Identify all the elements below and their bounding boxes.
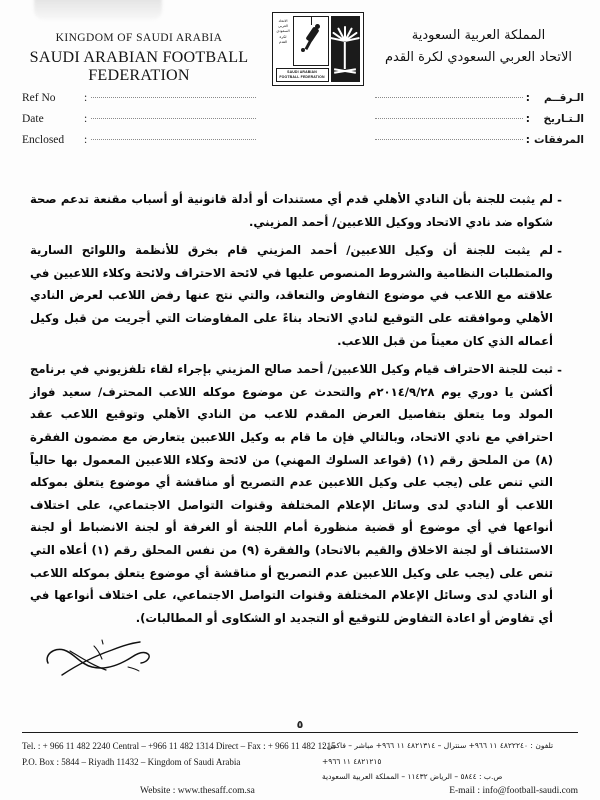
field-date-label: Date <box>22 113 44 125</box>
letterhead-header <box>0 0 600 88</box>
scan-smudge-artifact <box>34 0 162 20</box>
footer-web-row <box>22 786 578 796</box>
clause-text: لم يثبت للجنة أن وكيل اللاعبين/ أحمد المزيني قام بخرق للأنظمة واللوائح السارية والمتطلبات النظامية والشروط المنصوص عليها في لائحة الاحتراف ولائحة وكلاء اللاعبين في علاقته مع اللاعب في موضوع التفاوض والتعاقد، والتي نتج عنها رفض اللاعب لعرض النادي الأهلي وموافقته على التوقيع لنادي الاتحاد بناءً على المفاوضات التي أجريت من قبل وكيل أعماله الذي كان معيناً من قبل اللاعب. <box>30 243 553 348</box>
field-murfaqat-label: المرفقات <box>533 134 584 146</box>
header-arabic-organization: الاتحاد العربي السعودي لكرة القدم <box>384 50 573 65</box>
footer-address-line: P.O. Box : 5844 – Riyadh 11432 – Kingdom of Saudi Arabia <box>22 757 241 768</box>
clause-item <box>30 358 566 629</box>
logo-caption-line1: SAUDI ARABIAN <box>287 69 317 74</box>
clause-text: ثبت للجنة الاحتراف قيام وكيل اللاعبين/ أحمد صالح المزيني بإجراء لقاء تلفزيوني في برنامج أكشن يا دوري يوم ٢٠١٤/٩/٢٨م والتحدث عن موضوع موكله اللاعب المحترف/ سعيد فواز المولد وما يتعلق بتفاصيل العرض المقدم للاعب من النادي الأهلي وتوقيع اللاعب عقد احترافي مع نادي الاتحاد، وبالتالي فإن ما قام به وكيل اللاعبين يتعارض مع مضمون الفقرة (٨) من الملحق رقم (١) (قواعد السلوك المهني) من لائحة وكلاء اللاعبين المعمول بها حالياً التي تنص على (يجب على وكيل اللاعبين عدم التصريح أو مناقشة أي موضوع يتعلق بموكله اللاعب أو النادي لدى وسائل الإعلام المختلفة وقنوات التواصل الاجتماعي، على اختلاف أنواعها في أي موضوع أو قضية منظورة أمام اللجنة أو الغرفة أو لجنة الانضباط أو لجنة الاستئناف أو لجنة الاخلاق والقيم بالاتحاد) والفقرة (٩) من نفس المحلق رقم (١) أعلاه التي تنص على (يجب على وكيل اللاعبين عدم التصريح أو مناقشة أي موضوع يتعلق بموكله اللاعب أو النادي لدى وسائل الإعلام المختلفة وقنوات التواصل الاجتماعي، على اختلاف أنواعها في أي تفاوض أو اعادة التفاوض للتوقيع أو التجديد او الشكاوى أو المطالبات). <box>30 362 554 625</box>
field-raqam <box>369 92 584 113</box>
handwritten-signature <box>40 637 165 681</box>
field-ref-no-colon: : <box>84 92 88 104</box>
clause-bullet: - <box>557 193 562 207</box>
field-raqam-input[interactable] <box>375 97 523 98</box>
footer-email[interactable]: E-mail : info@football-saudi.com <box>449 786 578 796</box>
letterhead-footer <box>0 718 600 796</box>
field-enclosed-label: Enclosed <box>22 134 65 146</box>
footballer-icon <box>293 16 329 66</box>
logo-caption <box>276 68 329 83</box>
field-tarikh-colon: : <box>525 113 530 125</box>
field-enclosed <box>22 134 292 155</box>
footer-arabic-contact <box>322 738 578 785</box>
header-arabic-country: المملكة العربية السعودية <box>411 28 546 43</box>
field-tarikh <box>369 113 584 134</box>
field-enclosed-colon: : <box>84 134 88 146</box>
field-raqam-colon: : <box>525 92 530 104</box>
footer-divider <box>22 732 578 733</box>
footer-arabic-telephone-line: تلفون : ٤٨٢٢٢٤٠ ١١ ٩٦٦+ سنترال – ٤٨٢١٣١٤ ١١ ٩٦٦+ مباشر – فاكس : ٤٨٢١٢١٥ ١١ ٩٦٦+ <box>322 740 554 766</box>
field-murfaqat <box>369 134 584 155</box>
logo-caption-line2: FOOTBALL FEDERATION <box>279 74 325 79</box>
clause-bullet: - <box>557 244 562 259</box>
footer-english-contact <box>22 738 336 771</box>
header-english-organization: SAUDI ARABIAN FOOTBALL FEDERATION <box>29 49 249 84</box>
header-arabic-block <box>371 6 586 65</box>
field-ref-no <box>22 92 292 113</box>
footer-telephone-line: Tel. : + 966 11 482 2240 Central – +966 11 482 1314 Direct – Fax : + 966 11 482 1215 <box>22 740 336 751</box>
field-date-colon: : <box>84 113 88 125</box>
field-murfaqat-input[interactable] <box>375 139 523 140</box>
reference-fields-block <box>0 88 600 160</box>
footer-contact-row <box>22 738 578 785</box>
logo-emblem-row <box>276 16 329 66</box>
logo-arabic-text: الاتحاد العربي السعودي لكرة القدم <box>276 19 290 44</box>
field-tarikh-label: الـتـاريخ <box>543 113 584 125</box>
clause-bullet: - <box>557 363 562 378</box>
field-ref-no-input[interactable] <box>91 97 256 98</box>
field-date-input[interactable] <box>91 118 256 119</box>
signature-area <box>0 635 600 687</box>
clause-text: لم يثبت للجنة بأن النادي الأهلي قدم أي مستندات أو أدلة قانونية أو أسباب مقنعة تدعم صحة شكواه ضد نادي الاتحاد ووكيل اللاعبين/ أحمد المزيني. <box>30 192 553 229</box>
crossed-swords-icon <box>333 67 357 75</box>
page-number: ٥ <box>296 717 304 731</box>
reference-fields-english <box>22 92 292 160</box>
logo-left-panel <box>276 16 329 82</box>
field-ref-no-label: Ref No <box>22 92 56 104</box>
document-body <box>0 160 600 629</box>
clause-item <box>30 239 566 352</box>
field-tarikh-input[interactable] <box>375 118 523 119</box>
footer-website[interactable]: Website : www.thesaff.com.sa <box>140 786 255 796</box>
reference-fields-arabic <box>369 92 584 160</box>
saff-logo <box>272 12 364 86</box>
palm-and-swords-icon <box>331 16 360 82</box>
field-enclosed-input[interactable] <box>91 139 256 140</box>
footer-arabic-address-line: ص.ب : ٥٨٤٤ – الرياض ١١٤٣٢ – المملكة العربية السعودية <box>322 772 503 782</box>
field-date <box>22 113 292 134</box>
header-english-country: KINGDOM OF SAUDI ARABIA <box>55 32 223 44</box>
field-murfaqat-colon: : <box>525 134 530 146</box>
field-raqam-label: الـرقــم <box>544 92 584 104</box>
clause-item <box>30 188 566 233</box>
